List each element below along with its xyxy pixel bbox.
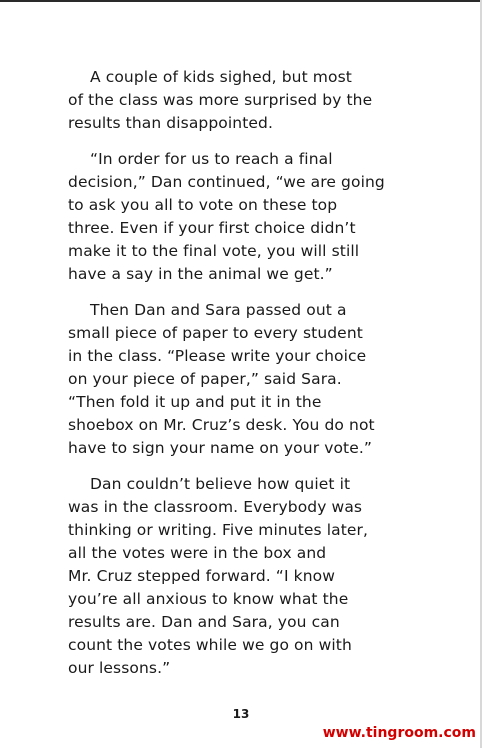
text-line: A couple of kids sighed, but most [90,68,352,86]
text-line: to ask you all to vote on these top [68,196,338,214]
text-line: all the votes were in the box and [68,544,327,562]
paragraph [68,473,413,680]
watermark-text: www.tingroom.com [322,725,476,741]
text-line: “Then fold it up and put it in the [68,393,322,411]
text-line: make it to the final vote, you will still [68,242,360,260]
text-line: Mr. Cruz stepped forward. “I know [68,567,335,585]
text-line: in the class. “Please write your choice [68,347,367,365]
text-line: three. Even if your first choice didn’t [68,219,356,237]
text-line: Dan couldn’t believe how quiet it [90,475,351,493]
text-line: shoebox on Mr. Cruz’s desk. You do not [68,416,375,434]
text-line: of the class was more surprised by the [68,91,373,109]
text-line: was in the classroom. Everybody was [68,498,363,516]
paragraph [68,148,413,286]
page-number: 13 [232,707,250,721]
top-border [0,0,482,2]
text-line: Then Dan and Sara passed out a [90,301,347,319]
text-line: you’re all anxious to know what the [68,590,349,608]
text-line: count the votes while we go on with [68,636,352,654]
text-line: our lessons.” [68,659,171,677]
text-line: have to sign your name on your vote.” [68,439,373,457]
text-line: thinking or writing. Five minutes later, [68,521,369,539]
text-line: results are. Dan and Sara, you can [68,613,340,631]
paragraph [68,299,413,460]
paragraph [68,66,413,135]
text-line: on your piece of paper,” said Sara. [68,370,342,388]
text-line: have a say in the animal we get.” [68,265,333,283]
text-line: small piece of paper to every student [68,324,363,342]
text-line: “In order for us to reach a final [90,150,333,168]
text-line: decision,” Dan continued, “we are going [68,173,385,191]
text-line: results than disappointed. [68,114,273,132]
body-text [68,66,413,693]
